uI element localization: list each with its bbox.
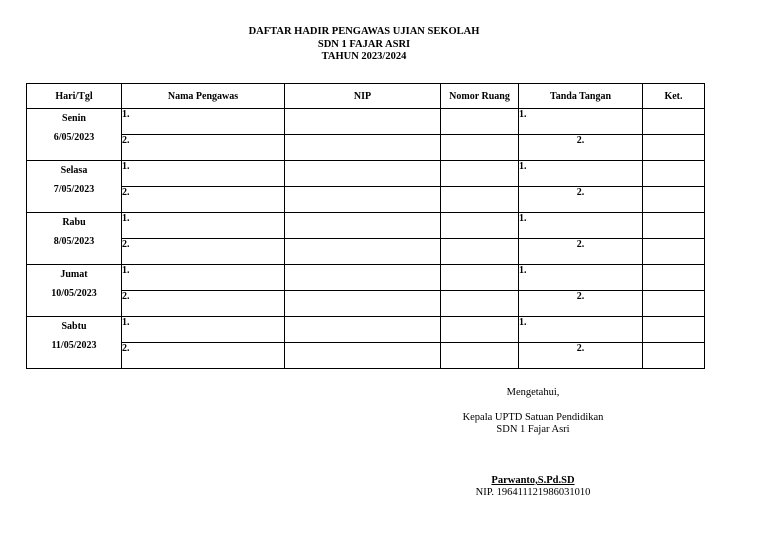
table-header-row — [27, 84, 705, 109]
nip-cell[interactable] — [285, 187, 441, 213]
col-header-room: Nomor Ruang — [441, 84, 519, 109]
signature-slot-2[interactable]: 2. — [519, 135, 643, 161]
room-cell[interactable] — [441, 109, 519, 135]
title-line-1: DAFTAR HADIR PENGAWAS UJIAN SEKOLAH — [248, 26, 480, 37]
notes-cell[interactable] — [643, 213, 705, 239]
nip-cell[interactable] — [285, 109, 441, 135]
table-row — [27, 109, 705, 135]
signature-slot-1[interactable]: 1. — [519, 265, 643, 291]
nip-cell[interactable] — [285, 239, 441, 265]
name-slot-1[interactable]: 1. — [122, 161, 285, 187]
signature-slot-1[interactable]: 1. — [519, 161, 643, 187]
signatory-name: Parwanto,S.Pd.SD — [491, 475, 575, 486]
signature-slot-2[interactable]: 2. — [519, 187, 643, 213]
table-row — [27, 161, 705, 187]
acknowledged-label: Mengetahui, — [506, 387, 560, 398]
notes-cell[interactable] — [643, 187, 705, 213]
col-header-name: Nama Pengawas — [122, 84, 285, 109]
name-slot-1[interactable]: 1. — [122, 213, 285, 239]
nip-cell[interactable] — [285, 291, 441, 317]
name-slot-1[interactable]: 1. — [122, 109, 285, 135]
room-cell[interactable] — [441, 187, 519, 213]
name-slot-2[interactable]: 2. — [122, 135, 285, 161]
day-date: 10/05/2023 — [51, 288, 97, 299]
day-cell — [27, 109, 122, 161]
signature-slot-2[interactable]: 2. — [519, 343, 643, 369]
room-cell[interactable] — [441, 265, 519, 291]
signature-slot-1[interactable]: 1. — [519, 109, 643, 135]
col-header-nip: NIP — [285, 84, 441, 109]
notes-cell[interactable] — [643, 135, 705, 161]
name-slot-2[interactable]: 2. — [122, 291, 285, 317]
position-line-2: SDN 1 Fajar Asri — [496, 424, 570, 435]
table-row — [27, 239, 705, 265]
signature-slot-2[interactable]: 2. — [519, 291, 643, 317]
room-cell[interactable] — [441, 213, 519, 239]
table-row — [27, 343, 705, 369]
notes-cell[interactable] — [643, 239, 705, 265]
room-cell[interactable] — [441, 135, 519, 161]
table-row — [27, 291, 705, 317]
col-header-notes: Ket. — [643, 84, 705, 109]
position-line-1: Kepala UPTD Satuan Pendidikan — [462, 412, 604, 423]
day-date: 8/05/2023 — [53, 236, 95, 247]
notes-cell[interactable] — [643, 317, 705, 343]
signature-slot-1[interactable]: 1. — [519, 317, 643, 343]
room-cell[interactable] — [441, 343, 519, 369]
room-cell[interactable] — [441, 161, 519, 187]
nip-cell[interactable] — [285, 135, 441, 161]
name-slot-2[interactable]: 2. — [122, 187, 285, 213]
name-slot-1[interactable]: 1. — [122, 265, 285, 291]
document-title — [0, 26, 728, 64]
title-line-2: SDN 1 FAJAR ASRI — [317, 38, 411, 50]
signatory-block — [440, 475, 626, 487]
nip-cell[interactable] — [285, 213, 441, 239]
notes-cell[interactable] — [643, 161, 705, 187]
signature-slot-2[interactable]: 2. — [519, 239, 643, 265]
day-name: Rabu — [62, 217, 86, 228]
room-cell[interactable] — [441, 317, 519, 343]
table-row — [27, 135, 705, 161]
signatory-nip: NIP. 196411121986031010 — [475, 487, 591, 498]
col-header-day: Hari/Tgl — [27, 84, 122, 109]
day-name: Sabtu — [61, 321, 87, 332]
table-row — [27, 213, 705, 239]
signature-slot-1[interactable]: 1. — [519, 213, 643, 239]
notes-cell[interactable] — [643, 343, 705, 369]
name-slot-2[interactable]: 2. — [122, 239, 285, 265]
nip-cell[interactable] — [285, 265, 441, 291]
day-cell — [27, 161, 122, 213]
day-date: 7/05/2023 — [53, 184, 95, 195]
table-row — [27, 265, 705, 291]
name-slot-2[interactable]: 2. — [122, 343, 285, 369]
table-row — [27, 317, 705, 343]
nip-cell[interactable] — [285, 161, 441, 187]
day-cell — [27, 265, 122, 317]
attendance-table — [26, 83, 705, 369]
nip-cell[interactable] — [285, 317, 441, 343]
col-header-signature: Tanda Tangan — [519, 84, 643, 109]
day-date: 6/05/2023 — [53, 132, 95, 143]
room-cell[interactable] — [441, 239, 519, 265]
notes-cell[interactable] — [643, 291, 705, 317]
day-name: Senin — [62, 113, 86, 124]
title-line-3: TAHUN 2023/2024 — [321, 51, 407, 62]
day-date: 11/05/2023 — [51, 340, 97, 351]
day-name: Selasa — [60, 165, 88, 176]
day-cell — [27, 317, 122, 369]
name-slot-1[interactable]: 1. — [122, 317, 285, 343]
table-row — [27, 187, 705, 213]
notes-cell[interactable] — [643, 109, 705, 135]
day-cell — [27, 213, 122, 265]
notes-cell[interactable] — [643, 265, 705, 291]
nip-cell[interactable] — [285, 343, 441, 369]
room-cell[interactable] — [441, 291, 519, 317]
day-name: Jumat — [60, 269, 88, 280]
